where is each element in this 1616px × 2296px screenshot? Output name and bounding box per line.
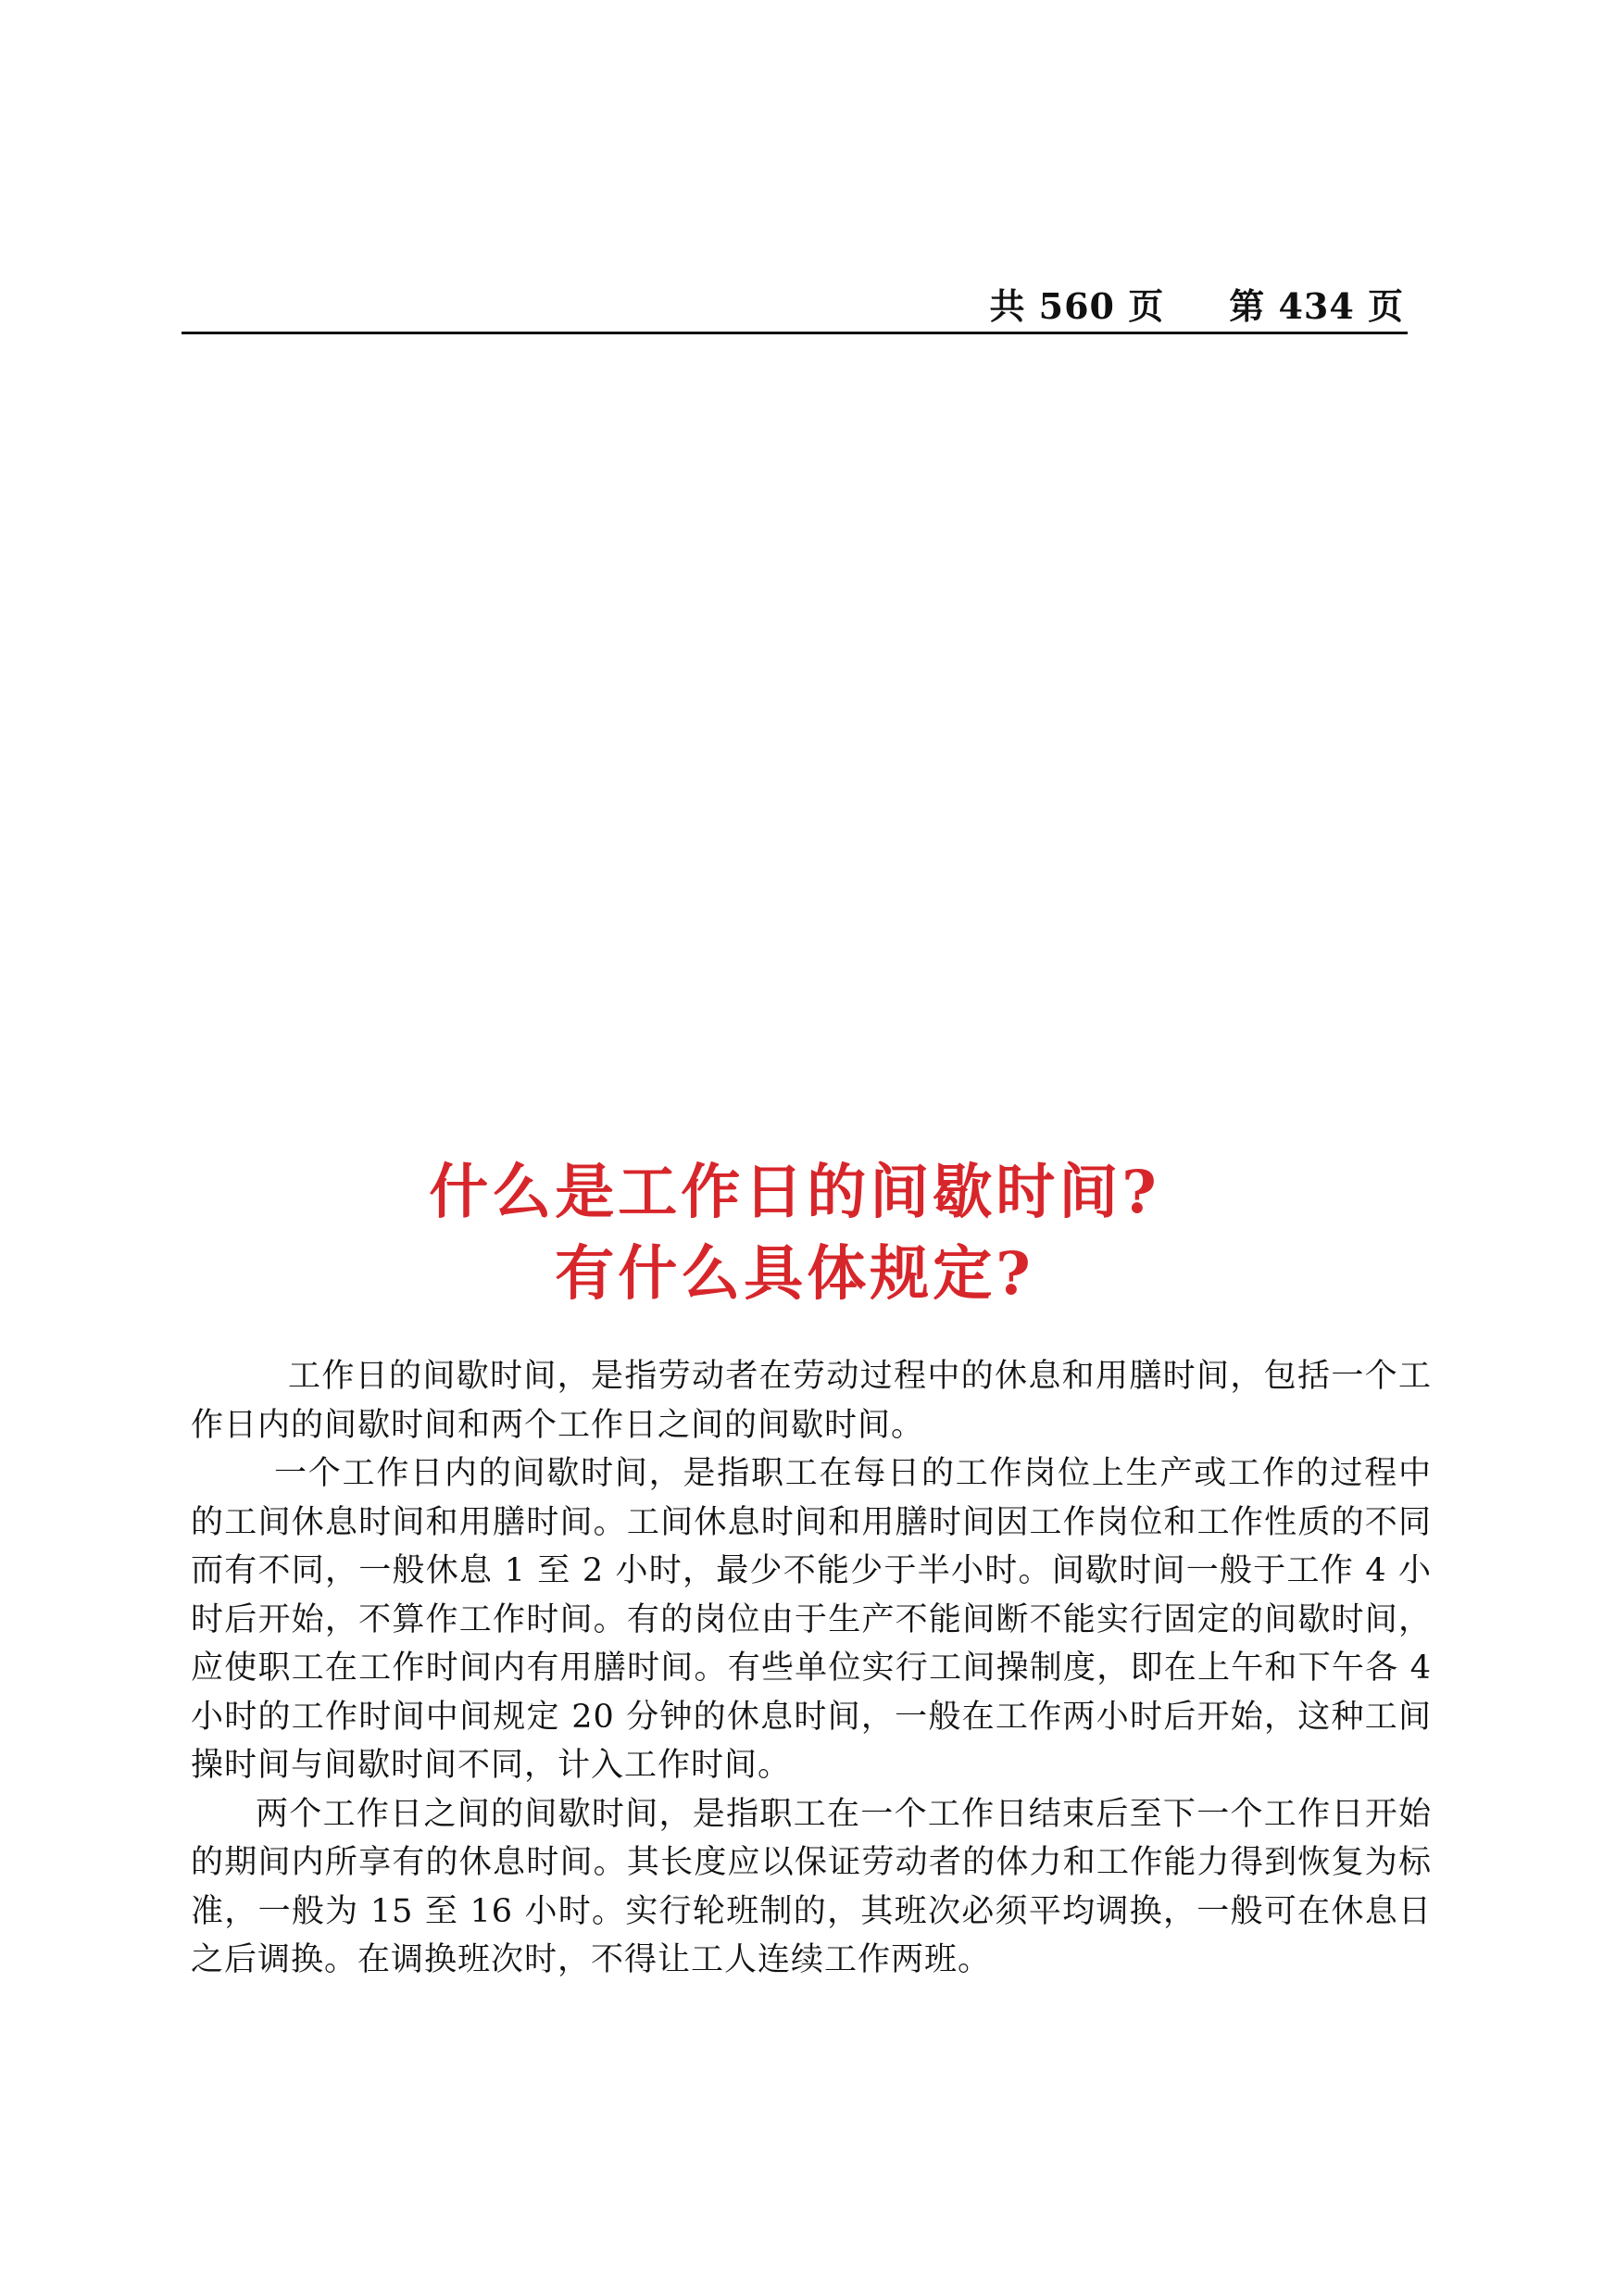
paragraph-3: 两个工作日之间的间歇时间，是指职工在一个工作日结束后至下一个工作日开始的期间内所享有的休息时间。其长度应以保证劳动者的体力和工作能力得到恢复为标准，一般为 15 至 16 小时。实行轮班制的，其班次必须平均调换，一般可在休息日之后调换。在调换班次时，不得让工人连续工作两班。 (191, 1795, 1432, 1978)
paragraph-1: 工作日的间歇时间，是指劳动者在劳动过程中的休息和用膳时间，包括一个工作日内的间歇时间和两个工作日之间的间歇时间。 (191, 1358, 1432, 1444)
title-line-1: 什么是工作日的间歇时间? (429, 1158, 1160, 1227)
page-header (182, 278, 1408, 334)
title-line-2: 有什么具体规定? (555, 1239, 1034, 1309)
total-pages: 共 560 页 (989, 285, 1165, 327)
body-text (191, 1352, 1432, 1985)
page-counter (989, 278, 1404, 329)
current-page: 第 434 页 (1229, 285, 1404, 327)
paragraph-2: 一个工作日内的间歇时间，是指职工在每日的工作岗位上生产或工作的过程中的工间休息时间和用膳时间。工间休息时间和用膳时间因工作岗位和工作性质的不同而有不同，一般休息 1 至 2 小时，最少不能少于半小时。间歇时间一般于工作 4 小时后开始，不算作工作时间。有的岗位由于生产不能间断不能实行固定的间歇时间，应使职工在工作时间内有用膳时间。有些单位实行工间操制度，即在上午和下午各 4 小时的工作时间中间规定 20 分钟的休息时间，一般在工作两小时后开始，这种工间操时间与间歇时间不同，计入工作时间。 (191, 1455, 1432, 1784)
